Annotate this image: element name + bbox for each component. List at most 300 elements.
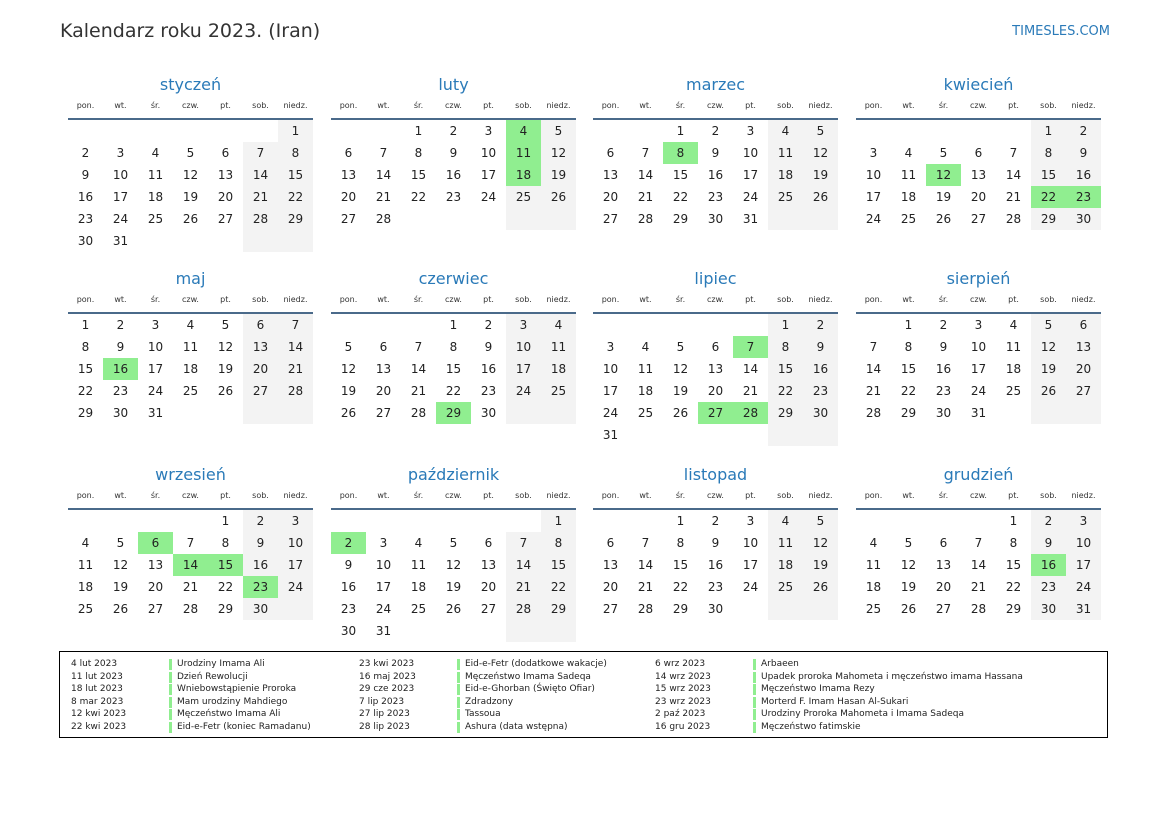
weekday-label: wt. <box>114 295 127 304</box>
weekday-label: czw. <box>182 295 199 304</box>
weekday-label: sob. <box>1040 295 1057 304</box>
weekday-label: śr. <box>150 101 161 110</box>
day-cell: 21 <box>742 384 759 398</box>
empty-cell <box>593 510 628 532</box>
day-cell: 16 <box>480 362 497 376</box>
weekday-label: niedz. <box>1071 491 1096 500</box>
day-cell: 20 <box>602 190 619 204</box>
empty-cell <box>138 510 173 532</box>
day-cell: 14 <box>173 554 208 576</box>
day-cell: 19 <box>340 384 357 398</box>
day-cell: 13 <box>243 336 278 358</box>
day-cell: 27 <box>243 380 278 402</box>
day-cell: 9 <box>449 146 458 160</box>
day-cell: 11 <box>637 362 654 376</box>
day-cell: 21 <box>637 580 654 594</box>
empty-cell <box>803 598 838 620</box>
legend-item <box>655 708 1023 721</box>
day-cell: 2 <box>484 318 493 332</box>
empty-cell <box>401 510 436 532</box>
day-cell: 28 <box>970 602 987 616</box>
legend-holiday-name: Tassoua <box>465 709 501 720</box>
legend-holiday-name: Męczeństwo Imama Ali <box>177 709 281 720</box>
day-cell: 20 <box>147 580 164 594</box>
day-cell: 14 <box>243 164 278 186</box>
day-cell: 17 <box>970 362 987 376</box>
day-cell: 17 <box>742 168 759 182</box>
day-cell: 29 <box>1005 602 1022 616</box>
day-cell: 26 <box>900 602 917 616</box>
day-cell: 10 <box>1066 532 1101 554</box>
day-cell: 22 <box>410 190 427 204</box>
legend-holiday-name: Wniebowstąpienie Proroka <box>177 684 297 695</box>
day-cell: 12 <box>340 362 357 376</box>
legend-holiday-name: Upadek proroka Mahometa i męczeństwo imama Hassana <box>761 671 1023 682</box>
day-cell: 31 <box>602 428 619 442</box>
weekday-label: sob. <box>777 491 794 500</box>
weekday-label: czw. <box>182 491 199 500</box>
day-cell: 27 <box>935 602 952 616</box>
day-cell: 15 <box>672 168 689 182</box>
day-cell: 26 <box>217 384 234 398</box>
day-cell: 15 <box>1031 164 1066 186</box>
empty-cell <box>173 510 208 532</box>
holiday-marker <box>169 697 172 708</box>
legend-holiday-name: Męczeństwo Imama Sadeqa <box>465 671 591 682</box>
day-cell: 24 <box>1066 576 1101 598</box>
day-cell: 4 <box>768 120 803 142</box>
day-cell: 8 <box>904 340 913 354</box>
day-grid <box>856 510 1101 620</box>
empty-cell <box>138 230 173 252</box>
day-cell: 18 <box>182 362 199 376</box>
day-cell: 5 <box>344 340 353 354</box>
empty-cell <box>891 120 926 142</box>
empty-cell <box>68 120 103 142</box>
empty-cell <box>366 510 401 532</box>
day-cell: 9 <box>939 340 948 354</box>
day-cell: 22 <box>1031 186 1066 208</box>
month-name: marzec <box>685 75 745 94</box>
day-cell: 22 <box>900 384 917 398</box>
legend-date: 2 paź 2023 <box>655 709 706 720</box>
day-cell: 23 <box>803 380 838 402</box>
month-name: styczeń <box>159 75 222 94</box>
day-cell: 29 <box>672 212 689 226</box>
month-name: maj <box>175 269 206 288</box>
legend-item <box>655 671 1023 684</box>
day-cell: 24 <box>278 576 313 598</box>
weekday-label: śr. <box>938 295 949 304</box>
holiday-marker <box>169 659 172 670</box>
day-cell: 18 <box>637 384 654 398</box>
day-cell: 23 <box>480 384 497 398</box>
day-cell: 20 <box>707 384 724 398</box>
day-cell: 4 <box>414 536 423 550</box>
empty-cell <box>278 230 313 252</box>
day-cell: 28 <box>410 406 427 420</box>
day-cell: 11 <box>77 558 94 572</box>
day-cell: 5 <box>803 510 838 532</box>
month-name: sierpień <box>946 269 1011 288</box>
day-cell: 23 <box>77 212 94 226</box>
day-cell: 12 <box>1031 336 1066 358</box>
day-grid <box>68 120 313 252</box>
empty-cell <box>698 314 733 336</box>
day-cell: 18 <box>865 580 882 594</box>
day-cell: 17 <box>742 558 759 572</box>
day-cell: 16 <box>103 358 138 380</box>
weekday-label: pt. <box>220 295 231 304</box>
weekday-label: sob. <box>252 295 269 304</box>
holiday-marker <box>169 672 172 683</box>
day-cell: 17 <box>602 384 619 398</box>
month-block <box>856 464 1101 620</box>
day-cell: 5 <box>803 120 838 142</box>
holiday-marker <box>753 709 756 720</box>
day-cell: 18 <box>1005 362 1022 376</box>
day-cell: 22 <box>672 190 689 204</box>
day-cell: 6 <box>939 536 948 550</box>
weekday-label: pon. <box>339 101 358 110</box>
day-cell: 2 <box>1066 120 1101 142</box>
day-cell: 21 <box>1005 190 1022 204</box>
legend-date: 16 gru 2023 <box>655 721 711 732</box>
day-cell: 30 <box>803 402 838 424</box>
legend-holiday-name: Dzień Rewolucji <box>177 671 248 682</box>
day-cell: 23 <box>1066 186 1101 208</box>
empty-cell <box>593 314 628 336</box>
weekday-label: pon. <box>76 101 95 110</box>
day-cell: 15 <box>278 164 313 186</box>
day-grid <box>856 120 1101 230</box>
day-cell: 27 <box>602 212 619 226</box>
day-cell: 26 <box>803 576 838 598</box>
legend-holiday-name: Arbaeen <box>761 659 799 669</box>
legend-date: 28 lip 2023 <box>359 721 410 732</box>
day-cell: 18 <box>900 190 917 204</box>
day-cell: 29 <box>217 602 234 616</box>
day-cell: 7 <box>186 536 195 550</box>
legend-date: 16 maj 2023 <box>359 671 416 682</box>
day-cell: 5 <box>449 536 458 550</box>
day-cell: 12 <box>217 340 234 354</box>
empty-cell <box>961 120 996 142</box>
holiday-marker <box>753 672 756 683</box>
holiday-marker <box>753 722 756 733</box>
day-cell: 6 <box>484 536 493 550</box>
day-cell: 6 <box>221 146 230 160</box>
day-cell: 19 <box>900 580 917 594</box>
month-name: październik <box>407 465 500 484</box>
empty-cell <box>996 120 1031 142</box>
day-cell: 20 <box>375 384 392 398</box>
weekday-label: sob. <box>1040 491 1057 500</box>
day-cell: 15 <box>208 554 243 576</box>
weekday-label: wt. <box>377 101 390 110</box>
empty-cell <box>103 510 138 532</box>
legend-date: 15 wrz 2023 <box>655 684 711 695</box>
day-cell: 22 <box>217 580 234 594</box>
day-cell: 4 <box>186 318 195 332</box>
day-cell: 25 <box>410 602 427 616</box>
legend-date: 22 kwi 2023 <box>71 721 127 732</box>
weekday-label: wt. <box>377 491 390 500</box>
day-grid <box>593 120 838 230</box>
site-link[interactable]: TIMESLES.COM <box>1012 24 1110 39</box>
weekday-header <box>593 96 838 120</box>
holiday-marker <box>457 709 460 720</box>
day-cell: 13 <box>707 362 724 376</box>
weekday-label: czw. <box>182 101 199 110</box>
day-cell: 24 <box>112 212 129 226</box>
weekday-label: pon. <box>601 295 620 304</box>
day-cell: 30 <box>77 234 94 248</box>
day-cell: 17 <box>278 554 313 576</box>
day-cell: 8 <box>449 340 458 354</box>
day-cell: 16 <box>935 362 952 376</box>
day-cell: 3 <box>116 146 125 160</box>
weekday-label: czw. <box>970 101 987 110</box>
day-cell: 3 <box>1066 510 1101 532</box>
day-cell: 6 <box>974 146 983 160</box>
weekday-label: pon. <box>76 491 95 500</box>
day-cell: 13 <box>602 558 619 572</box>
day-cell: 5 <box>186 146 195 160</box>
legend-holiday-name: Urodziny Imama Ali <box>177 659 265 669</box>
day-cell: 10 <box>147 340 164 354</box>
legend-date: 6 wrz 2023 <box>655 659 706 669</box>
day-cell: 13 <box>935 558 952 572</box>
day-grid <box>856 314 1101 424</box>
month-block <box>593 74 838 230</box>
day-cell: 8 <box>1009 536 1018 550</box>
day-cell: 21 <box>865 384 882 398</box>
day-cell: 21 <box>506 576 541 598</box>
day-cell: 23 <box>935 384 952 398</box>
legend-column <box>655 658 1023 734</box>
day-cell: 3 <box>278 510 313 532</box>
empty-cell <box>173 120 208 142</box>
day-cell: 2 <box>711 514 720 528</box>
empty-cell <box>366 120 401 142</box>
weekday-label: śr. <box>150 491 161 500</box>
weekday-label: niedz. <box>1071 295 1096 304</box>
weekday-label: wt. <box>639 295 652 304</box>
day-cell: 24 <box>602 406 619 420</box>
legend-column <box>359 658 607 734</box>
holiday-marker <box>457 659 460 670</box>
day-cell: 20 <box>935 580 952 594</box>
day-cell: 21 <box>410 384 427 398</box>
weekday-label: niedz. <box>546 101 571 110</box>
empty-cell <box>1066 402 1101 424</box>
empty-cell <box>173 402 208 424</box>
legend-date: 29 cze 2023 <box>359 684 415 695</box>
day-cell: 9 <box>243 532 278 554</box>
day-cell: 22 <box>445 384 462 398</box>
weekday-label: czw. <box>970 491 987 500</box>
empty-cell <box>208 230 243 252</box>
day-cell: 6 <box>711 340 720 354</box>
weekday-header <box>331 290 576 314</box>
weekday-label: pt. <box>1008 491 1019 500</box>
day-cell: 15 <box>768 358 803 380</box>
day-cell: 17 <box>506 358 541 380</box>
empty-cell <box>663 424 698 446</box>
weekday-label: niedz. <box>808 295 833 304</box>
day-cell: 2 <box>331 532 366 554</box>
empty-cell <box>768 424 803 446</box>
day-cell: 29 <box>900 406 917 420</box>
empty-cell <box>278 598 313 620</box>
day-cell: 2 <box>243 510 278 532</box>
day-cell: 27 <box>375 406 392 420</box>
day-cell: 5 <box>541 120 576 142</box>
day-cell: 15 <box>672 558 689 572</box>
weekday-label: sob. <box>515 491 532 500</box>
weekday-label: czw. <box>707 101 724 110</box>
day-cell: 24 <box>147 384 164 398</box>
empty-cell <box>768 208 803 230</box>
day-cell: 20 <box>243 358 278 380</box>
day-cell: 1 <box>768 314 803 336</box>
weekday-label: pt. <box>745 295 756 304</box>
weekday-label: pon. <box>864 295 883 304</box>
day-cell: 1 <box>414 124 423 138</box>
day-cell: 15 <box>445 362 462 376</box>
legend-date: 7 lip 2023 <box>359 696 405 707</box>
holiday-marker <box>457 684 460 695</box>
day-cell: 20 <box>602 580 619 594</box>
legend-item <box>71 721 311 734</box>
month-block <box>331 268 576 424</box>
empty-cell <box>926 510 961 532</box>
legend-item <box>359 708 607 721</box>
empty-cell <box>173 230 208 252</box>
weekday-label: śr. <box>675 295 686 304</box>
day-cell: 1 <box>904 318 913 332</box>
empty-cell <box>436 208 471 230</box>
empty-cell <box>506 208 541 230</box>
day-cell: 20 <box>970 190 987 204</box>
legend-item <box>359 721 607 734</box>
day-cell: 6 <box>606 536 615 550</box>
day-cell: 13 <box>970 168 987 182</box>
month-name: lipiec <box>694 269 737 288</box>
day-cell: 12 <box>803 142 838 164</box>
weekday-label: wt. <box>377 295 390 304</box>
empty-cell <box>541 620 576 642</box>
day-cell: 10 <box>865 168 882 182</box>
holiday-marker <box>753 659 756 670</box>
day-cell: 19 <box>935 190 952 204</box>
legend-date: 23 wrz 2023 <box>655 696 711 707</box>
weekday-label: sob. <box>777 295 794 304</box>
day-grid <box>593 510 838 620</box>
day-cell: 18 <box>147 190 164 204</box>
day-cell: 26 <box>340 406 357 420</box>
day-cell: 31 <box>742 212 759 226</box>
empty-cell <box>856 120 891 142</box>
day-cell: 30 <box>1066 208 1101 230</box>
day-cell: 28 <box>637 602 654 616</box>
day-cell: 19 <box>217 362 234 376</box>
day-cell: 17 <box>112 190 129 204</box>
day-cell: 16 <box>1031 554 1066 576</box>
legend-holiday-name: Morterd F. Imam Hasan Al-Sukari <box>761 696 909 707</box>
day-cell: 2 <box>711 124 720 138</box>
empty-cell <box>331 314 366 336</box>
day-cell: 24 <box>506 380 541 402</box>
month-name: czerwiec <box>418 269 489 288</box>
day-cell: 31 <box>147 406 164 420</box>
empty-cell <box>471 208 506 230</box>
day-cell: 27 <box>1066 380 1101 402</box>
day-cell: 30 <box>243 598 278 620</box>
day-cell: 28 <box>637 212 654 226</box>
day-cell: 10 <box>480 146 497 160</box>
day-cell: 24 <box>742 580 759 594</box>
day-cell: 3 <box>746 124 755 138</box>
day-cell: 23 <box>243 576 278 598</box>
legend-date: 18 lut 2023 <box>71 684 123 695</box>
weekday-label: sob. <box>1040 101 1057 110</box>
empty-cell <box>208 402 243 424</box>
day-cell: 7 <box>278 314 313 336</box>
day-cell: 27 <box>602 602 619 616</box>
legend-date: 12 kwi 2023 <box>71 709 127 720</box>
day-cell: 20 <box>340 190 357 204</box>
weekday-label: pt. <box>483 491 494 500</box>
day-cell: 10 <box>742 146 759 160</box>
day-cell: 28 <box>733 402 768 424</box>
legend-date: 14 wrz 2023 <box>655 671 711 682</box>
day-cell: 7 <box>974 536 983 550</box>
day-cell: 20 <box>1066 358 1101 380</box>
day-cell: 12 <box>900 558 917 572</box>
day-cell: 27 <box>970 212 987 226</box>
day-cell: 4 <box>541 314 576 336</box>
day-cell: 26 <box>672 406 689 420</box>
day-cell: 22 <box>672 580 689 594</box>
day-cell: 11 <box>768 532 803 554</box>
day-cell: 29 <box>672 602 689 616</box>
empty-cell <box>803 424 838 446</box>
day-cell: 16 <box>707 558 724 572</box>
day-cell: 25 <box>182 384 199 398</box>
day-cell: 26 <box>1031 380 1066 402</box>
day-grid <box>68 510 313 620</box>
day-cell: 13 <box>602 168 619 182</box>
day-cell: 10 <box>278 532 313 554</box>
day-cell: 18 <box>541 358 576 380</box>
day-cell: 30 <box>480 406 497 420</box>
day-cell: 10 <box>602 362 619 376</box>
weekday-label: wt. <box>902 295 915 304</box>
day-cell: 7 <box>733 336 768 358</box>
weekday-label: czw. <box>707 491 724 500</box>
day-cell: 3 <box>974 318 983 332</box>
day-cell: 31 <box>375 624 392 638</box>
day-cell: 12 <box>672 362 689 376</box>
empty-cell <box>436 620 471 642</box>
weekday-label: wt. <box>639 491 652 500</box>
weekday-label: pt. <box>483 101 494 110</box>
day-cell: 26 <box>112 602 129 616</box>
day-cell: 10 <box>970 340 987 354</box>
legend-item <box>71 683 311 696</box>
